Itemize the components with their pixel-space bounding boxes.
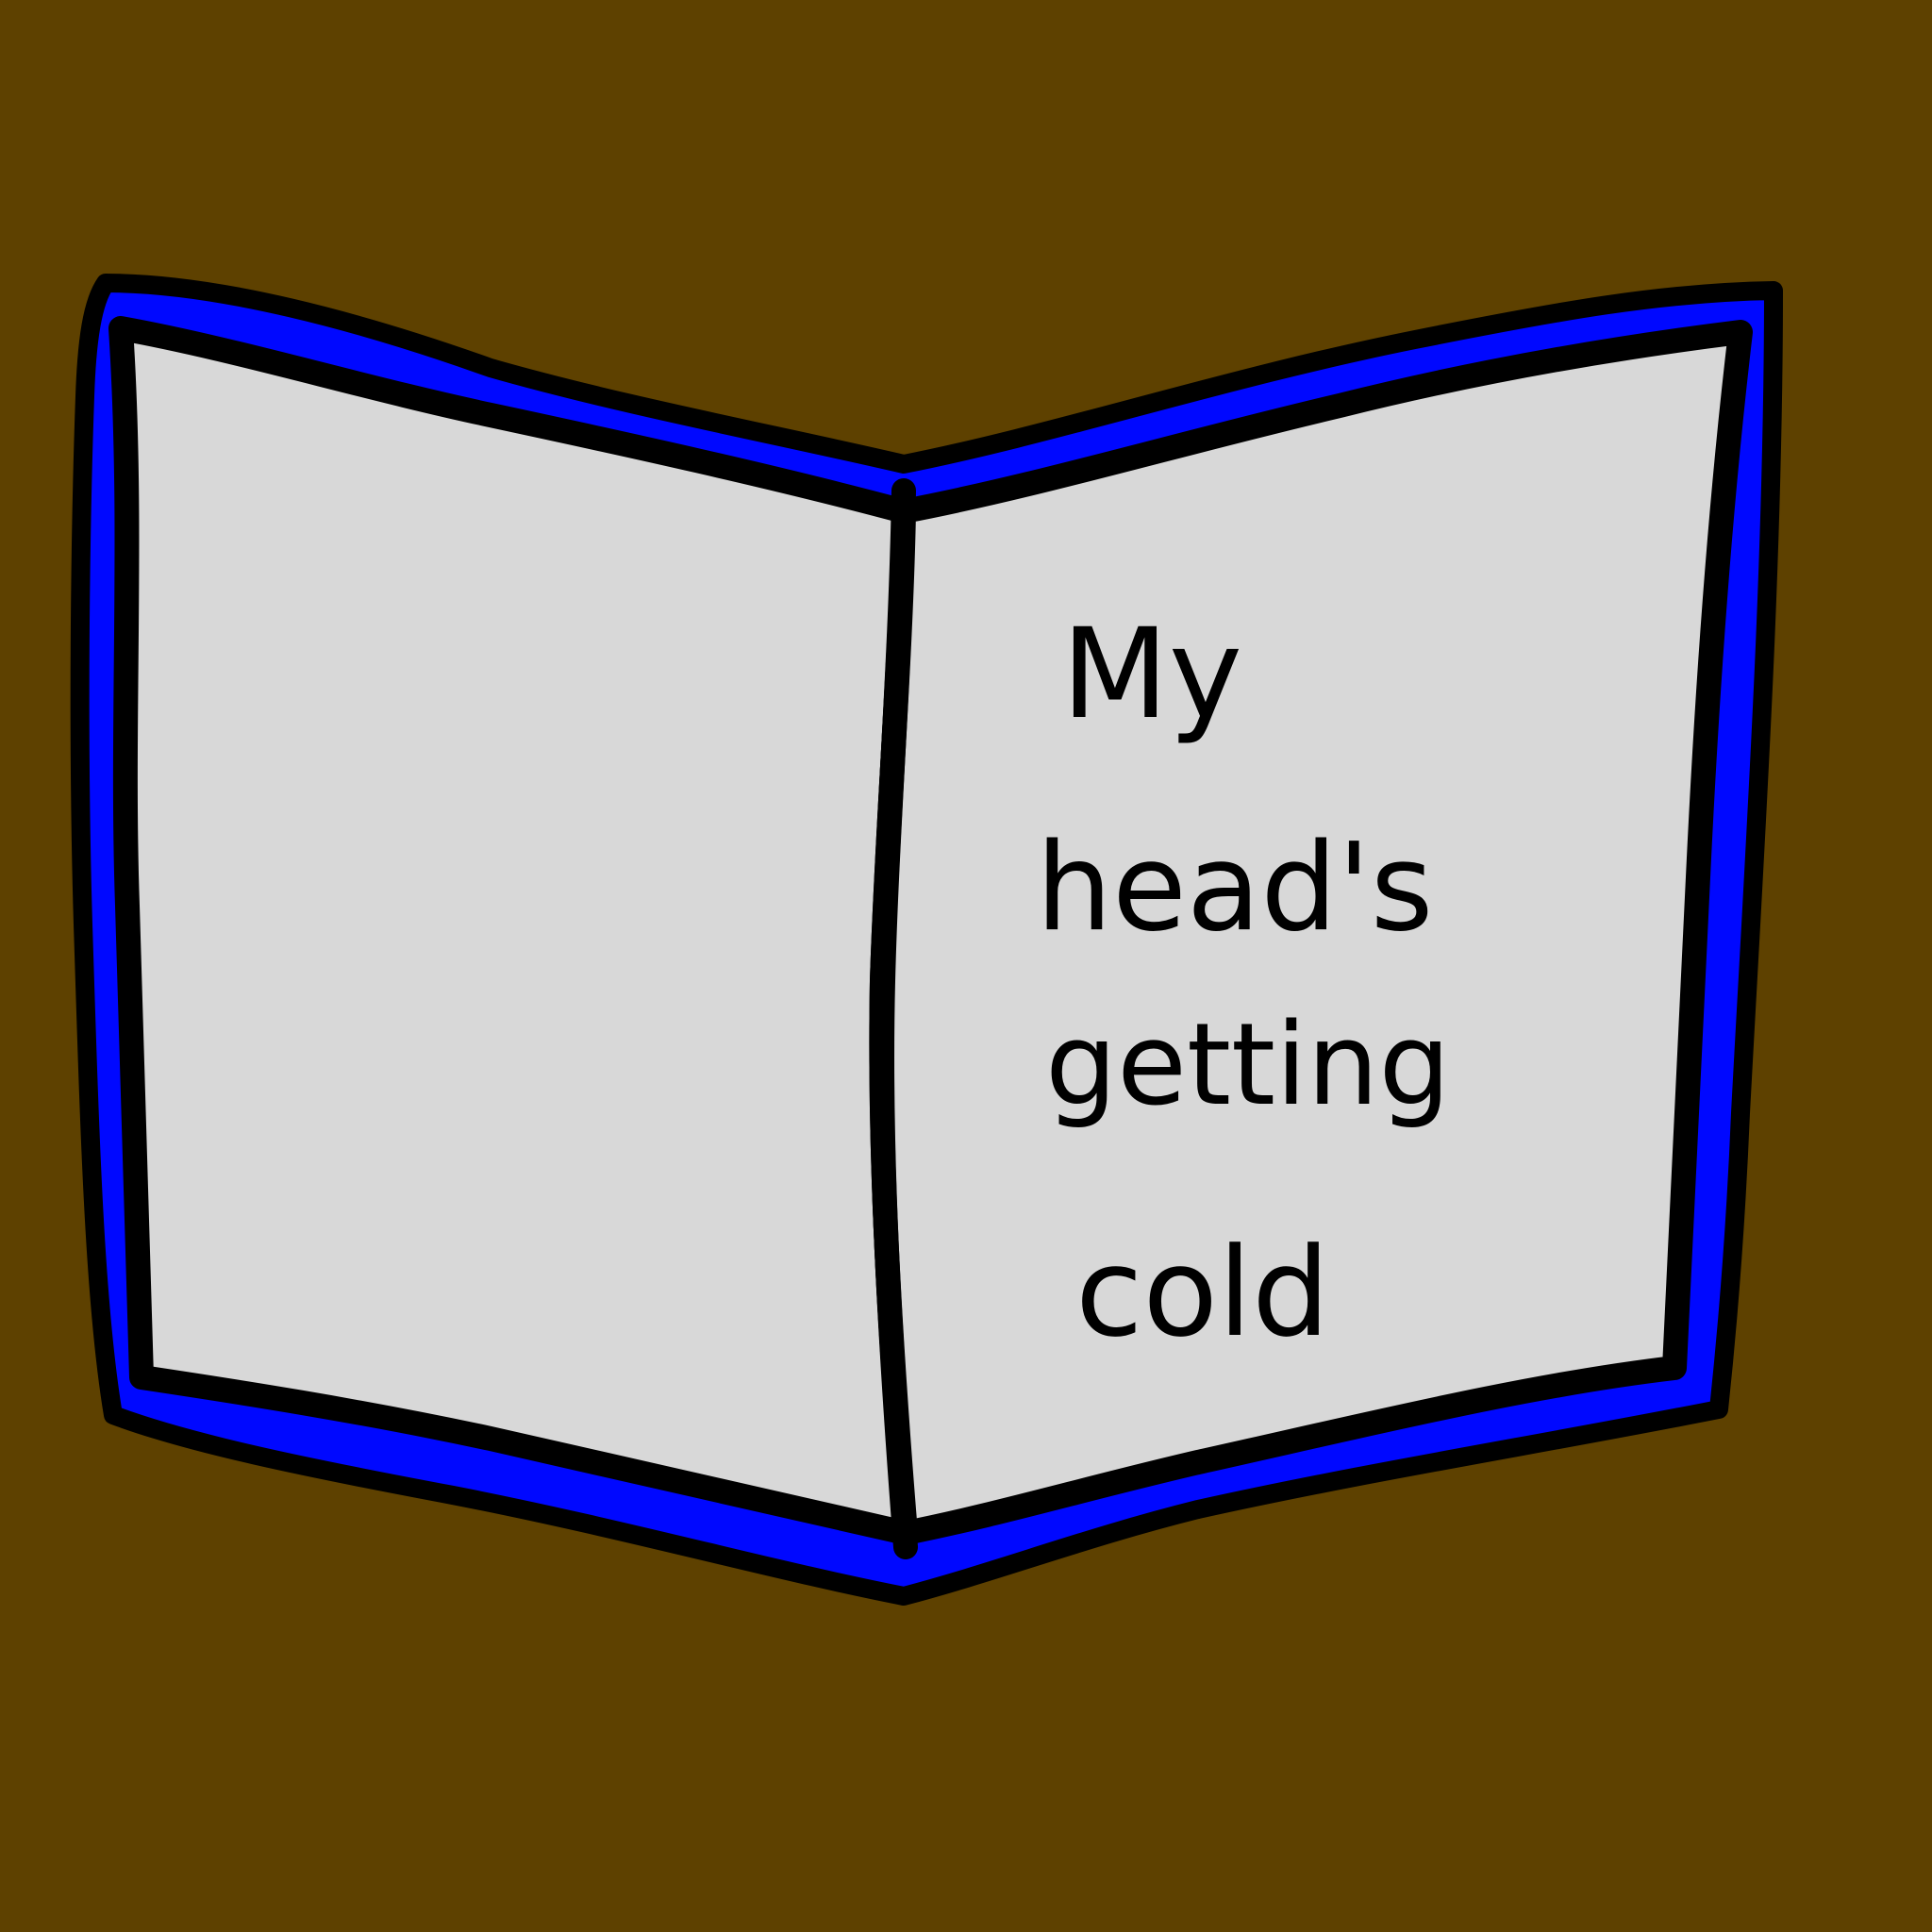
text-line-getting: getting — [1045, 1000, 1451, 1131]
text-line-my: My — [1061, 602, 1243, 747]
text-line-cold: cold — [1075, 1221, 1330, 1364]
text-line-heads: head's — [1036, 818, 1434, 958]
left-page — [121, 328, 906, 1533]
